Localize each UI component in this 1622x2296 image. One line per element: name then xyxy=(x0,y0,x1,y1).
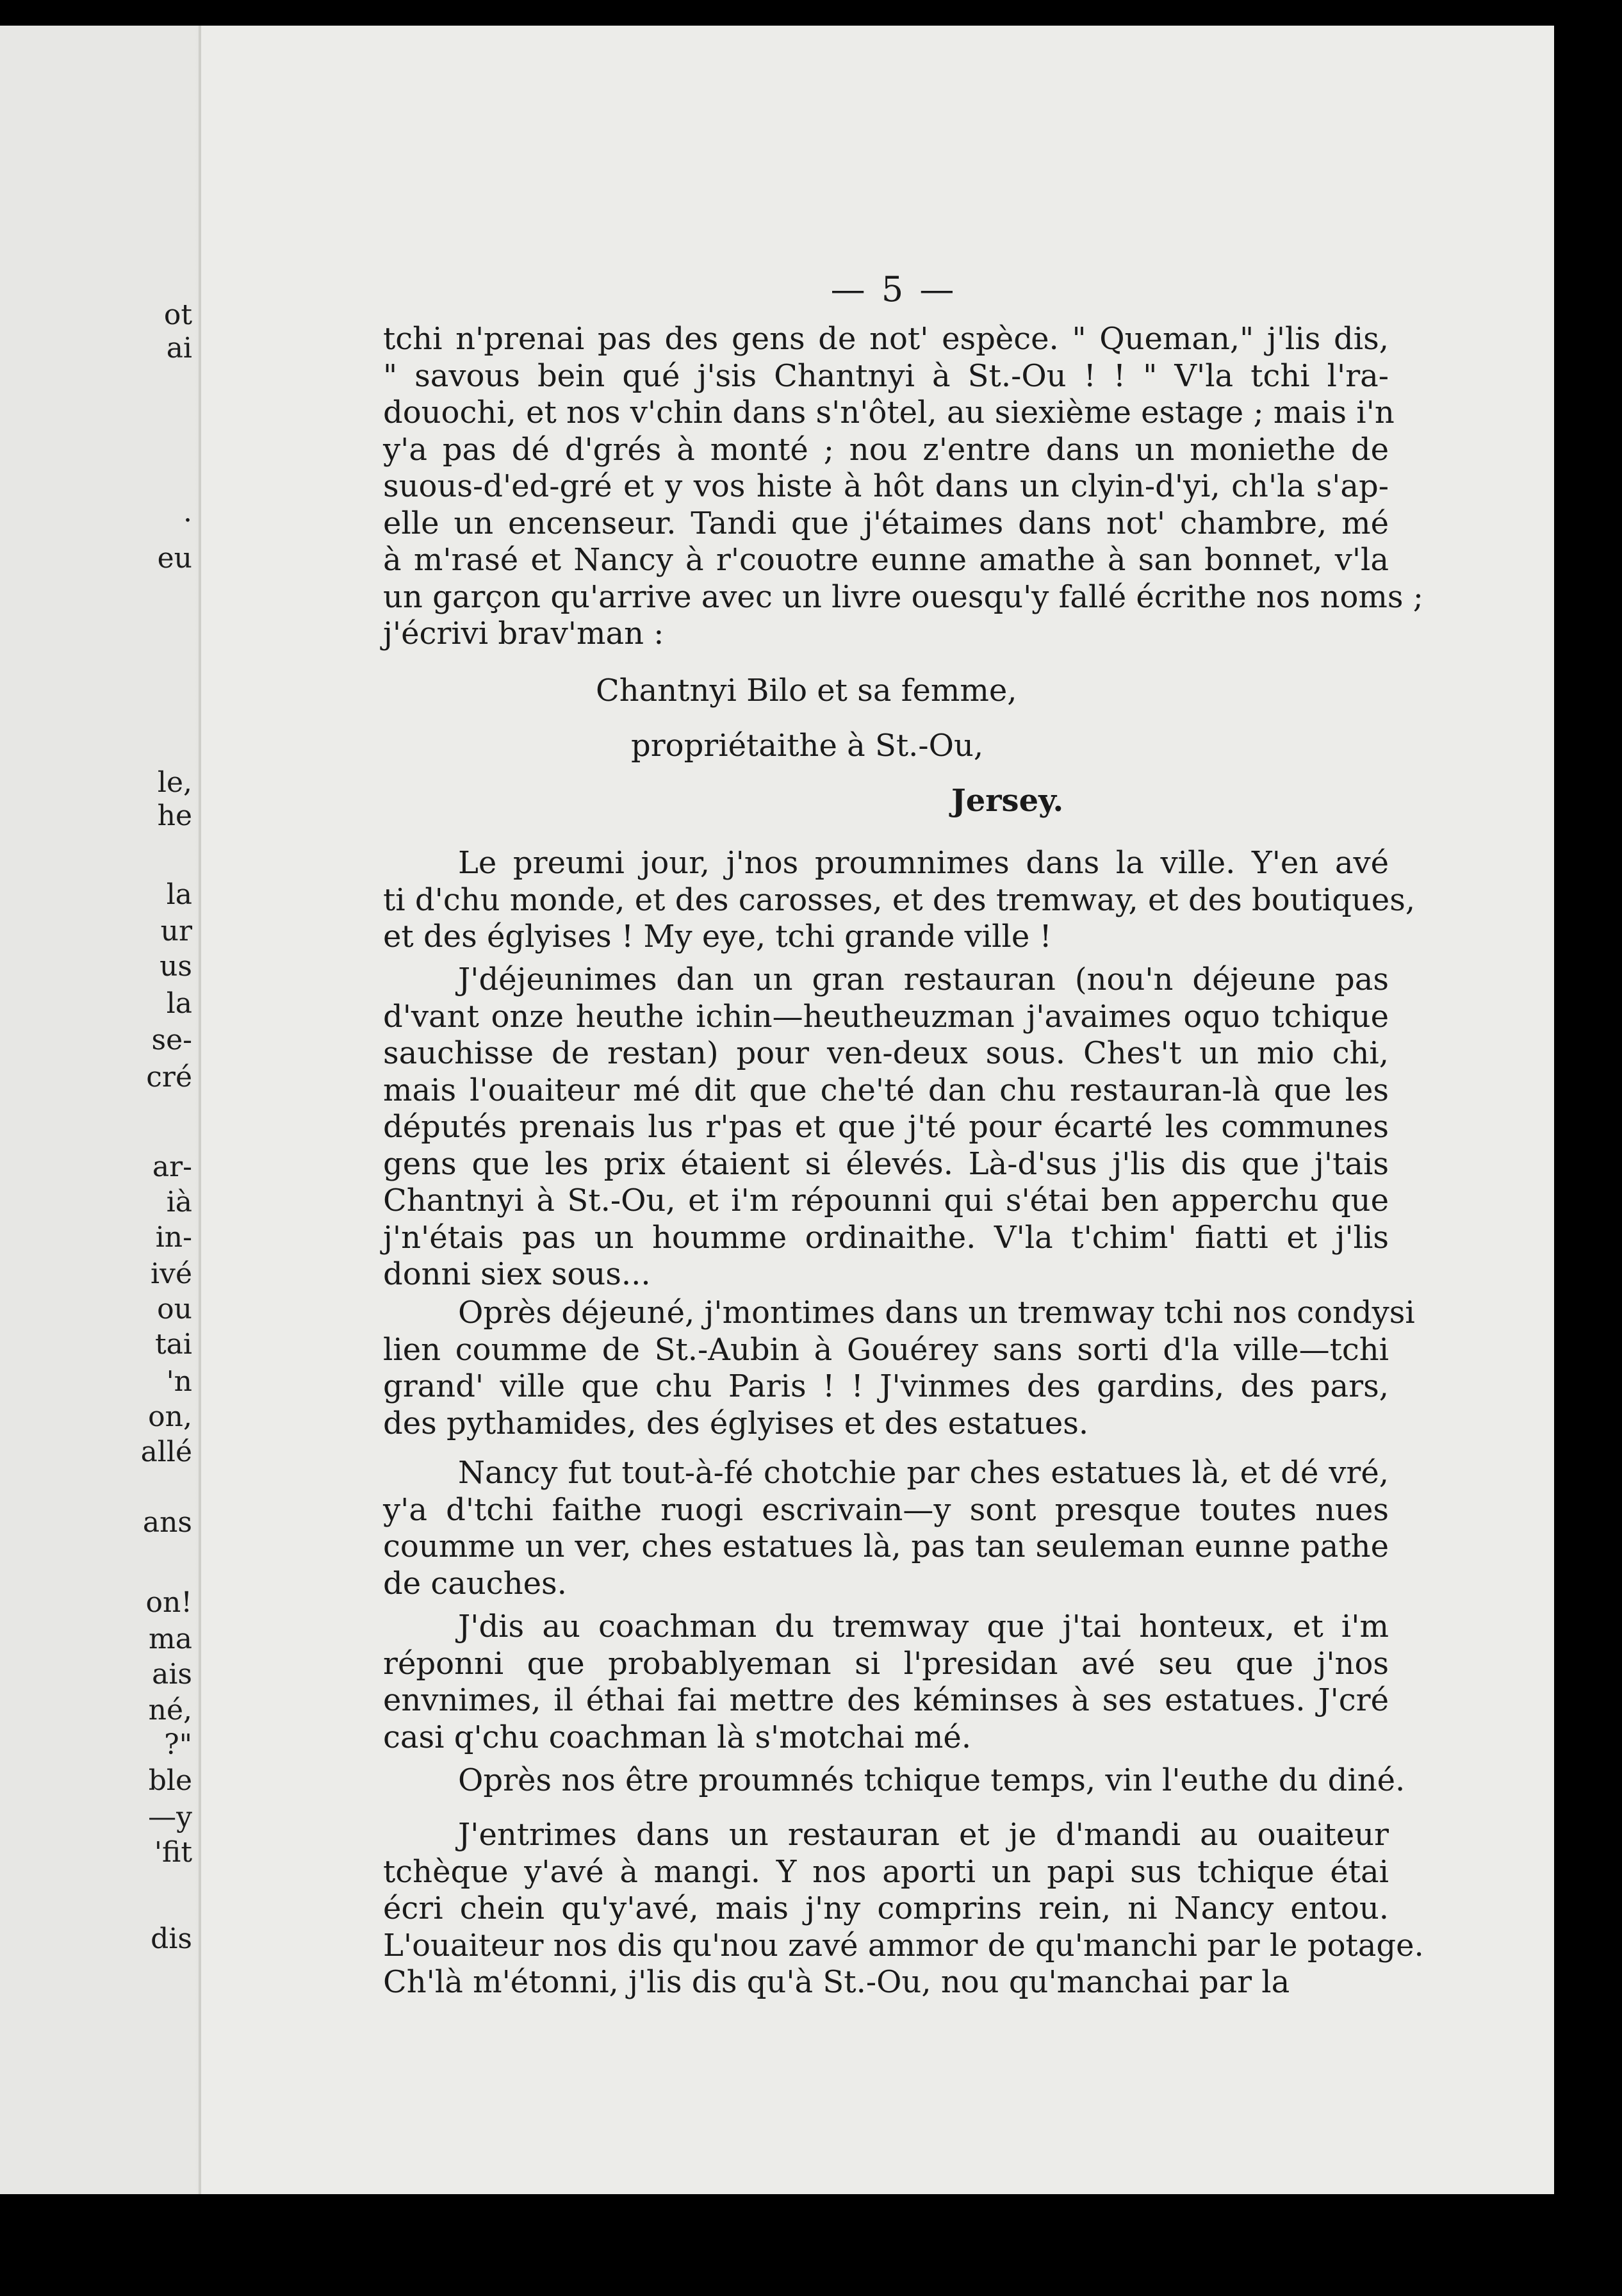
text-line: grand' ville que chu Paris ! ! J'vinmes des gardins, des pars, xyxy=(383,1368,1389,1404)
left-page-fragment: tai xyxy=(155,1328,192,1361)
left-page-fragment: ivé xyxy=(151,1258,192,1290)
left-page-fragment: . xyxy=(183,496,192,529)
page-number: — 5 — xyxy=(830,269,957,309)
text-line: sauchisse de restan) pour ven-deux sous. Ches't un mio chi, xyxy=(383,1035,1389,1071)
text-line: Oprès nos être proumnés tchique temps, vin l'euthe du diné. xyxy=(458,1762,1405,1798)
text-line: elle un encenseur. Tandi que j'étaimes dans not' chambre, mé xyxy=(383,505,1389,541)
text-line: y'a d'tchi faithe ruogi escrivain—y sont presque toutes nues xyxy=(383,1491,1389,1528)
left-page-fragment: né, xyxy=(148,1694,192,1726)
text-line: J'dis au coachman du tremway que j'tai honteux, et i'm xyxy=(458,1609,1389,1644)
signature-title: propriétaithe à St.-Ou, xyxy=(631,728,984,764)
text-line: réponni que probablyeman si l'presidan avé seu que j'nos xyxy=(383,1645,1389,1682)
left-page-edge xyxy=(0,26,222,2194)
text-line: Le preumi jour, j'nos proumnimes dans la ville. Y'en avé xyxy=(458,845,1389,881)
text-line: coumme un ver, ches estatues là, pas tan seuleman eunne pathe xyxy=(383,1529,1389,1564)
text-line: donni siex sous... xyxy=(383,1256,651,1292)
left-page-fragment: se- xyxy=(151,1024,192,1056)
left-page-fragment: la xyxy=(166,987,192,1020)
left-page-fragment: cré xyxy=(146,1061,192,1094)
text-line: j'écrivi brav'man : xyxy=(383,616,664,652)
text-line: casi q'chu coachman là s'motchai mé. xyxy=(383,1719,972,1755)
text-line: députés prenais lus r'pas et que j'té pour écarté les communes xyxy=(383,1109,1389,1145)
text-line: et des églyises ! My eye, tchi grande ville ! xyxy=(383,919,1052,955)
left-page-fragment: la xyxy=(166,878,192,911)
left-page-fragment: ur xyxy=(160,915,192,947)
left-page-fragment: le, xyxy=(157,766,192,799)
text-line: gens que les prix étaient si élevés. Là-d'sus j'lis dis que j'tais xyxy=(383,1145,1389,1182)
text-line: ti d'chu monde, et des carosses, et des tremway, et des boutiques, xyxy=(383,882,1416,918)
left-page-fragment: ais xyxy=(152,1658,192,1691)
text-line: écri chein qu'y'avé, mais j'ny comprins rein, ni Nancy entou. xyxy=(383,1890,1389,1926)
text-line: d'vant onze heuthe ichin—heutheuzman j'avaimes oquo tchique xyxy=(383,998,1389,1035)
text-line: tchèque y'avé à mangi. Y nos aporti un papi sus tchique étai xyxy=(383,1853,1389,1890)
left-page-fragment: ma xyxy=(149,1623,192,1655)
signature-name: Chantnyi Bilo et sa femme, xyxy=(596,673,1017,709)
text-line: un garçon qu'arrive avec un livre ouesqu'y fallé écrithe nos noms ; xyxy=(383,578,1423,615)
left-page-fragment: dis xyxy=(151,1923,192,1955)
left-page-fragment: on! xyxy=(145,1586,192,1619)
text-line: mais l'ouaiteur mé dit que che'té dan chu restauran-là que les xyxy=(383,1072,1389,1108)
left-page-fragment: ?" xyxy=(164,1728,192,1761)
left-page-fragment: on, xyxy=(148,1400,192,1433)
left-page-fragment: in- xyxy=(155,1221,192,1254)
text-line: j'n'étais pas un houmme ordinaithe. V'la t'chim' fiatti et j'lis xyxy=(383,1219,1389,1256)
text-line: lien coumme de St.-Aubin à Gouérey sans sorti d'la ville—tchi xyxy=(383,1331,1389,1368)
left-page-fragment: ai xyxy=(166,332,192,365)
left-page-fragment: he xyxy=(157,800,192,832)
left-page-fragment: ans xyxy=(142,1506,192,1539)
text-line: J'entrimes dans un restauran et je d'mandi au ouaiteur xyxy=(458,1817,1389,1853)
text-line: Ch'là m'étonni, j'lis dis qu'à St.-Ou, nou qu'manchai par la xyxy=(383,1964,1290,2000)
text-line: L'ouaiteur nos dis qu'nou zavé ammor de qu'manchi par le potage. xyxy=(383,1927,1424,1964)
text-line: Nancy fut tout-à-fé chotchie par ches estatues là, et dé vré, xyxy=(458,1455,1389,1491)
text-line: J'déjeunimes dan un gran restauran (nou'n déjeune pas xyxy=(458,962,1389,997)
left-page-fragment: us xyxy=(160,950,192,983)
left-page-fragment: ou xyxy=(157,1293,192,1325)
left-page-fragment: —y xyxy=(148,1801,192,1833)
text-line: " savous bein qué j'sis Chantnyi à St.-Ou ! ! " V'la tchi l'ra- xyxy=(383,357,1389,394)
text-line: tchi n'prenai pas des gens de not' espèce. " Queman," j'lis dis, xyxy=(383,321,1389,357)
left-page-fragment: 'fit xyxy=(154,1836,192,1869)
left-page-fragment: eu xyxy=(157,542,192,575)
signature-place: Jersey. xyxy=(951,783,1064,819)
left-page-fragment: allé xyxy=(140,1436,192,1468)
text-line: envnimes, il éthai fai mettre des kéminses à ses estatues. J'cré xyxy=(383,1682,1389,1718)
text-line: suous-d'ed-gré et y vos histe à hôt dans un clyin-d'yi, ch'la s'ap- xyxy=(383,468,1389,504)
text-line: à m'rasé et Nancy à r'couotre eunne amathe à san bonnet, v'la xyxy=(383,542,1389,578)
left-page-fragment: ar- xyxy=(152,1151,192,1183)
left-page-fragment: ble xyxy=(148,1764,192,1797)
text-line: des pythamides, des églyises et des estatues. xyxy=(383,1405,1089,1441)
text-line: douochi, et nos v'chin dans s'n'ôtel, au siexième estage ; mais i'n xyxy=(383,395,1395,430)
text-line: Oprès déjeuné, j'montimes dans un tremway tchi nos condysi xyxy=(458,1295,1415,1331)
text-line: Chantnyi à St.-Ou, et i'm répounni qui s'étai ben apperchu que xyxy=(383,1183,1389,1218)
text-line: y'a pas dé d'grés à monté ; nou z'entre dans un moniethe de xyxy=(383,431,1389,468)
left-page-fragment: ià xyxy=(166,1186,192,1218)
left-page-fragment: ot xyxy=(163,299,192,331)
left-page-fragment: 'n xyxy=(166,1365,192,1398)
text-line: de cauches. xyxy=(383,1565,567,1602)
